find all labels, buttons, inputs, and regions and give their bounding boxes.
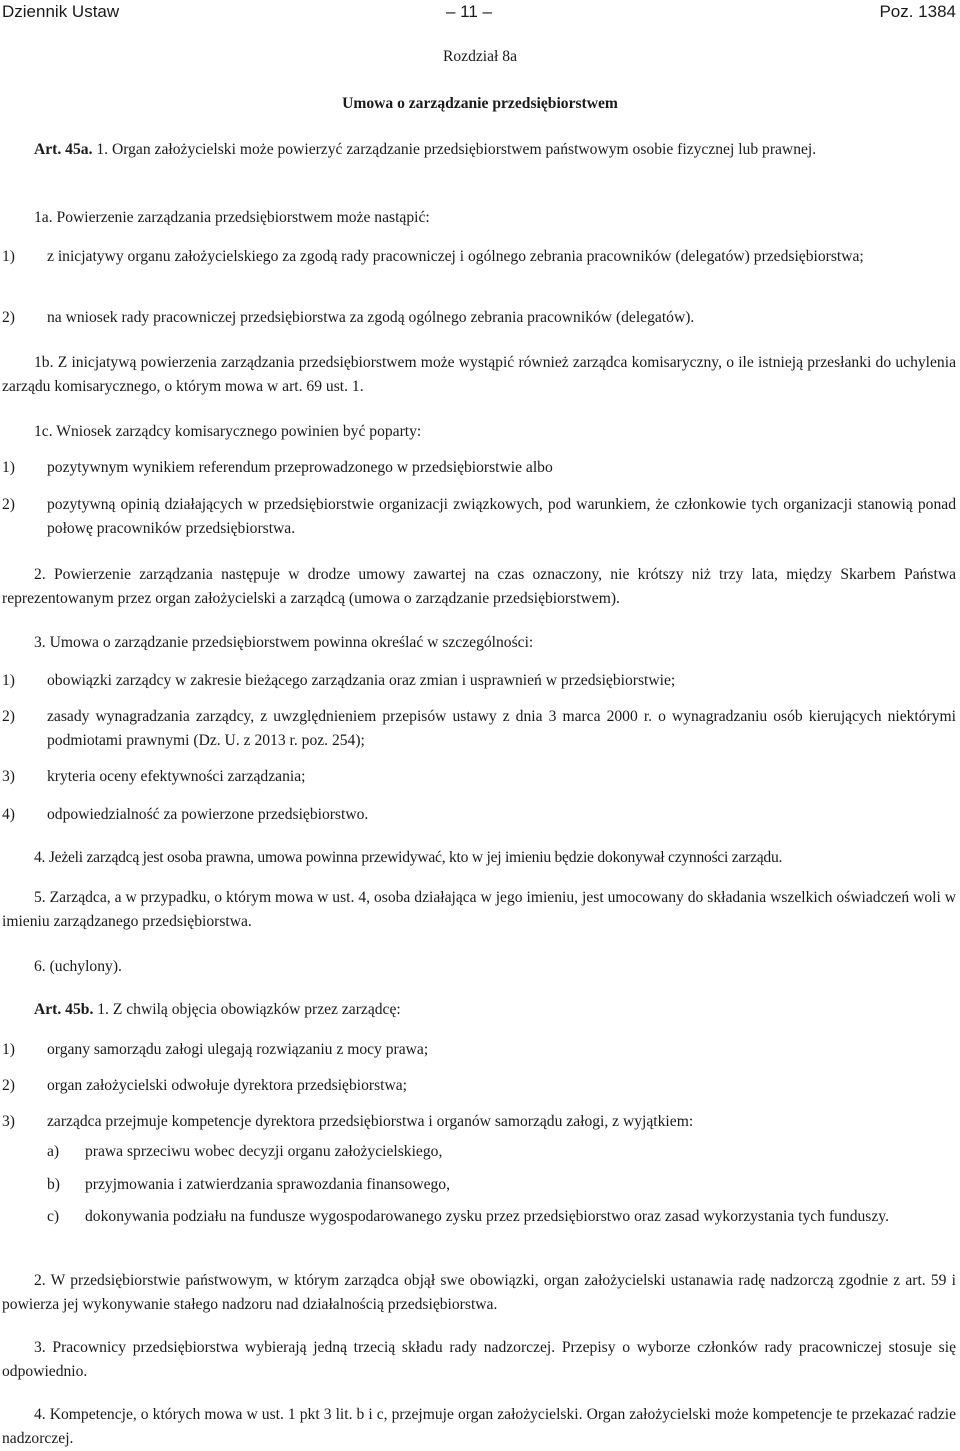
list-item-text: pozytywnym wynikiem referendum przeprowadzonego w przedsiębiorstwie albo — [47, 459, 553, 476]
list-item-number: 2) — [2, 309, 15, 326]
art45b-ust4: 4. Kompetencje, o których mowa w ust. 1 pkt 3 lit. b i c, przejmuje organ założycielski. Organ założycielski może kompetencje te przekazać radzie nadzorczej. — [2, 1406, 956, 1447]
list-item — [2, 669, 956, 693]
list-item — [2, 456, 956, 480]
list-item — [2, 306, 956, 330]
list-item-text: zarządca przejmuje kompetencje dyrektora przedsiębiorstwa i organów samorządu załogi, z wyjątkiem: — [47, 1113, 694, 1130]
list-item — [2, 765, 956, 789]
art45a-ust1b: 1b. Z inicjatywą powierzenia zarządzania przedsiębiorstwem może wystąpić również zarządca komisaryczny, o ile istnieją przesłanki do uchylenia zarządu komisarycznego, o którym mowa w art. 69 ust. 1. — [2, 354, 956, 395]
sub-list-item — [47, 1140, 956, 1164]
list-item-number: 1) — [2, 1041, 15, 1058]
list-item — [2, 245, 956, 269]
art45a-ust1a: 1a. Powierzenie zarządzania przedsiębiorstwem może nastąpić: — [34, 209, 430, 226]
sub-list-item — [47, 1173, 956, 1197]
list-item-text: obowiązki zarządcy w zakresie bieżącego zarządzania oraz zmian i usprawnień w przedsiębiorstwie; — [47, 672, 676, 689]
art45a-ust1c: 1c. Wniosek zarządcy komisarycznego powinien być poparty: — [34, 423, 422, 440]
position-number: Poz. 1384 — [879, 2, 956, 21]
journal-name: Dziennik Ustaw — [2, 2, 120, 21]
list-item-text: odpowiedzialność za powierzone przedsiębiorstwo. — [47, 806, 369, 823]
list-item-text: organy samorządu załogi ulegają rozwiązaniu z mocy prawa; — [47, 1041, 429, 1058]
sub-list-item-letter: b) — [47, 1176, 60, 1193]
list-item — [2, 1038, 956, 1062]
list-item-text: pozytywną opinią działających w przedsiębiorstwie organizacji związkowych, pod warunkiem, że członkowie tych organizacji stanowią ponad połowę pracowników przedsiębiorstwa. — [47, 496, 956, 537]
art45b-ust1-text: 1. Z chwilą objęcia obowiązków przez zarządcę: — [93, 1001, 401, 1018]
sub-list-item-text: prawa sprzeciwu wobec decyzji organu założycielskiego, — [85, 1143, 443, 1160]
list-item — [2, 1074, 956, 1098]
art45a-ust3: 3. Umowa o zarządzanie przedsiębiorstwem powinna określać w szczególności: — [34, 634, 534, 651]
list-item-number: 2) — [2, 1077, 15, 1094]
sub-list-item-letter: a) — [47, 1143, 60, 1160]
list-item-number: 2) — [2, 496, 15, 513]
chapter-label: Rozdział 8a — [442, 48, 518, 65]
art45a-ust4: 4. Jeżeli zarządcą jest osoba prawna, umowa powinna przewidywać, kto w jej imieniu będzie dokonywał czynności zarządu. — [34, 849, 783, 866]
art45a-ust2: 2. Powierzenie zarządzania następuje w drodze umowy zawartej na czas oznaczony, nie krótszy niż trzy lata, między Skarbem Państwa reprezentowanym przez organ założycielski a zarządcą (umowa o zarządzanie przedsiębiorstwem). — [2, 566, 956, 607]
list-item — [2, 493, 956, 541]
chapter-title: Umowa o zarządzanie przedsiębiorstwem — [342, 95, 618, 112]
art45b-ust3: 3. Pracownicy przedsiębiorstwa wybierają jedną trzecią składu rady nadzorczej. Przepisy o wyborze członków rady pracowniczej stosuje się odpowiednio. — [2, 1339, 956, 1380]
list-item-text: na wniosek rady pracowniczej przedsiębiorstwa za zgodą ogólnego zebrania pracowników (delegatów). — [47, 309, 695, 326]
list-item-number: 1) — [2, 672, 15, 689]
art45a-ust5: 5. Zarządca, a w przypadku, o którym mowa w ust. 4, osoba działająca w jego imieniu, jest umocowany do składania wszelkich oświadczeń woli w imieniu zarządzanego przedsiębiorstwa. — [2, 889, 956, 930]
list-item — [2, 803, 956, 827]
list-item-number: 4) — [2, 806, 15, 823]
sub-list-item — [47, 1205, 956, 1229]
list-item — [2, 705, 956, 753]
page-number: – 11 – — [445, 2, 492, 21]
list-item-text: z inicjatywy organu założycielskiego za zgodą rady pracowniczej i ogólnego zebrania pracowników (delegatów) przedsiębiorstwa; — [47, 248, 864, 265]
art45a-ust1-text: 1. Organ założycielski może powierzyć zarządzanie przedsiębiorstwem państwowym osobie fizycznej lub prawnej. — [92, 141, 817, 158]
list-item-number: 3) — [2, 1113, 15, 1130]
art45a-ust1 — [2, 138, 956, 162]
list-item-text: zasady wynagradzania zarządcy, z uwzględnieniem przepisów ustawy z dnia 3 marca 2000 r. o wynagradzaniu osób kierujących niektórymi podmiotami prawnymi (Dz. U. z 2013 r. poz. 254); — [47, 708, 956, 749]
art45a-ust6: 6. (uchylony). — [34, 958, 122, 975]
art45b-ust1 — [2, 998, 956, 1022]
list-item-text: kryteria oceny efektywności zarządzania; — [47, 768, 306, 785]
art45b-ust2: 2. W przedsiębiorstwie państwowym, w którym zarządca objął swe obowiązki, organ założycielski ustanawia radę nadzorczą zgodnie z art. 59 i powierza jej wykonywanie stałego nadzoru nad działalnością przedsiębiorstwa. — [2, 1272, 956, 1313]
sub-list-item-letter: c) — [47, 1208, 60, 1225]
list-item-text: organ założycielski odwołuje dyrektora przedsiębiorstwa; — [47, 1077, 407, 1094]
list-item-number: 1) — [2, 248, 15, 265]
sub-list-item-text: przyjmowania i zatwierdzania sprawozdania finansowego, — [85, 1176, 451, 1193]
list-item-number: 2) — [2, 708, 15, 725]
list-item-number: 1) — [2, 459, 15, 476]
art45a-label: Art. 45a. — [34, 141, 93, 158]
art45b-label: Art. 45b. — [34, 1001, 94, 1018]
sub-list-item-text: dokonywania podziału na fundusze wygospodarowanego zysku przez przedsiębiorstwo oraz zasad wykorzystania tych funduszy. — [85, 1208, 889, 1225]
list-item-number: 3) — [2, 768, 15, 785]
list-item — [2, 1110, 956, 1134]
